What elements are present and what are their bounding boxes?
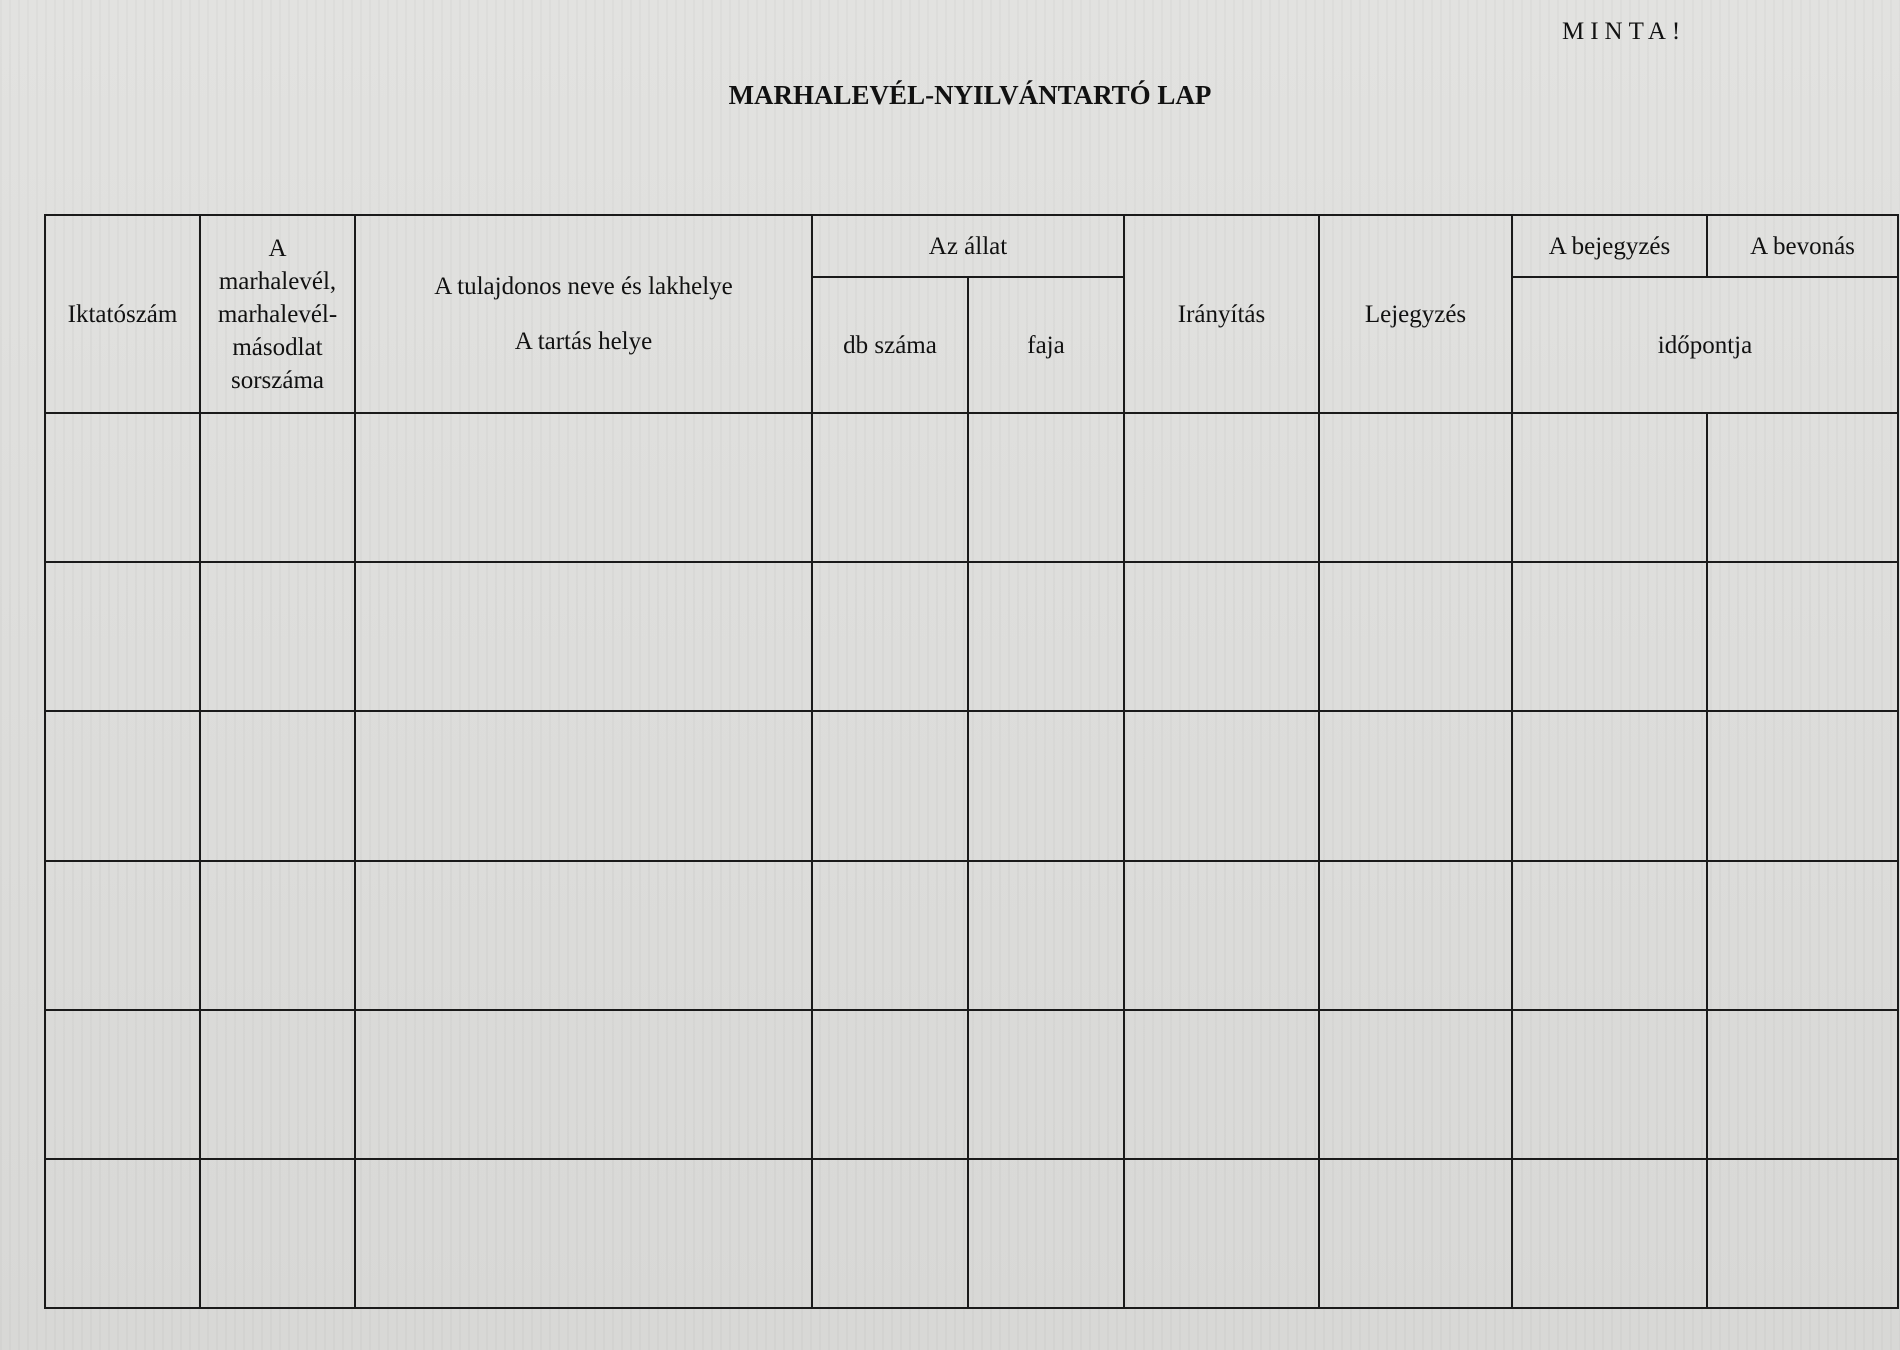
header-faja: faja [968, 277, 1124, 413]
table-cell[interactable] [45, 711, 200, 860]
table-cell[interactable] [1124, 711, 1319, 860]
table-cell[interactable] [1319, 562, 1512, 711]
table-cell[interactable] [355, 413, 812, 562]
table-cell[interactable] [812, 562, 968, 711]
header-tulajdonos [355, 215, 812, 413]
table-cell[interactable] [1512, 1159, 1707, 1308]
table-cell[interactable] [1512, 861, 1707, 1010]
header-row [45, 215, 1898, 277]
table-cell[interactable] [812, 1010, 968, 1159]
table-cell[interactable] [1124, 861, 1319, 1010]
table-cell[interactable] [1512, 711, 1707, 860]
table-cell[interactable] [968, 1010, 1124, 1159]
table-cell[interactable] [200, 711, 355, 860]
table-cell[interactable] [812, 861, 968, 1010]
table-cell[interactable] [1707, 562, 1898, 711]
table-cell[interactable] [1319, 711, 1512, 860]
table-cell[interactable] [45, 1010, 200, 1159]
header-db-szama: db száma [812, 277, 968, 413]
sample-mark: MINTA! [1562, 18, 1687, 45]
table-cell[interactable] [1512, 562, 1707, 711]
header-idopontja: időpontja [1512, 277, 1898, 413]
table-cell[interactable] [1707, 413, 1898, 562]
table-row [45, 861, 1898, 1010]
table-row [45, 562, 1898, 711]
table-cell[interactable] [1707, 861, 1898, 1010]
header-az-allat: Az állat [812, 215, 1124, 277]
table-cell[interactable] [968, 413, 1124, 562]
table-cell[interactable] [1707, 711, 1898, 860]
table-cell[interactable] [1124, 413, 1319, 562]
table-cell[interactable] [1319, 1010, 1512, 1159]
table-cell[interactable] [1319, 413, 1512, 562]
table-cell[interactable] [968, 711, 1124, 860]
page-title: MARHALEVÉL-NYILVÁNTARTÓ LAP [728, 80, 1212, 110]
table-cell[interactable] [355, 1010, 812, 1159]
header-sorszam-line: marhalevél, [218, 267, 337, 295]
header-sorszam-line: másodlat [232, 333, 323, 361]
header-bejegyzes: A bejegyzés [1512, 215, 1707, 277]
table-cell[interactable] [968, 562, 1124, 711]
table-cell[interactable] [45, 562, 200, 711]
table-cell[interactable] [355, 1159, 812, 1308]
table-cell[interactable] [1512, 1010, 1707, 1159]
header-tartas-helye-label: A tartás helye [514, 328, 653, 356]
header-lejegyzes: Lejegyzés [1319, 215, 1512, 413]
header-sorszam-line: marhalevél- [217, 300, 338, 328]
table-cell[interactable] [1319, 861, 1512, 1010]
table-cell[interactable] [45, 861, 200, 1010]
table-cell[interactable] [812, 413, 968, 562]
table-cell[interactable] [200, 1010, 355, 1159]
header-iranyitas: Irányítás [1124, 215, 1319, 413]
header-sorszam-line: sorszáma [230, 366, 325, 394]
table-cell[interactable] [968, 1159, 1124, 1308]
table-cell[interactable] [355, 562, 812, 711]
table-cell[interactable] [968, 861, 1124, 1010]
table-cell[interactable] [45, 1159, 200, 1308]
table-cell[interactable] [1319, 1159, 1512, 1308]
table-cell[interactable] [355, 861, 812, 1010]
table-cell[interactable] [45, 413, 200, 562]
table-cell[interactable] [1707, 1010, 1898, 1159]
table-cell[interactable] [812, 1159, 968, 1308]
table-cell[interactable] [200, 861, 355, 1010]
table-cell[interactable] [200, 1159, 355, 1308]
header-iktatoszam: Iktatószám [45, 215, 200, 413]
table-cell[interactable] [200, 413, 355, 562]
table-row [45, 1010, 1898, 1159]
header-sorszam-line: A [268, 234, 287, 262]
table-row [45, 1159, 1898, 1308]
table-cell[interactable] [1124, 1010, 1319, 1159]
header-tulajdonos-label: A tulajdonos neve és lakhelye [434, 273, 733, 301]
table-row [45, 413, 1898, 562]
table-cell[interactable] [1707, 1159, 1898, 1308]
table-cell[interactable] [1124, 562, 1319, 711]
header-sorszam [200, 215, 355, 413]
table-cell[interactable] [812, 711, 968, 860]
table-cell[interactable] [200, 562, 355, 711]
register-table [44, 214, 1899, 1309]
table-cell[interactable] [1124, 1159, 1319, 1308]
table-cell[interactable] [1512, 413, 1707, 562]
table-cell[interactable] [355, 711, 812, 860]
header-bevonas: A bevonás [1707, 215, 1898, 277]
table-row [45, 711, 1898, 860]
